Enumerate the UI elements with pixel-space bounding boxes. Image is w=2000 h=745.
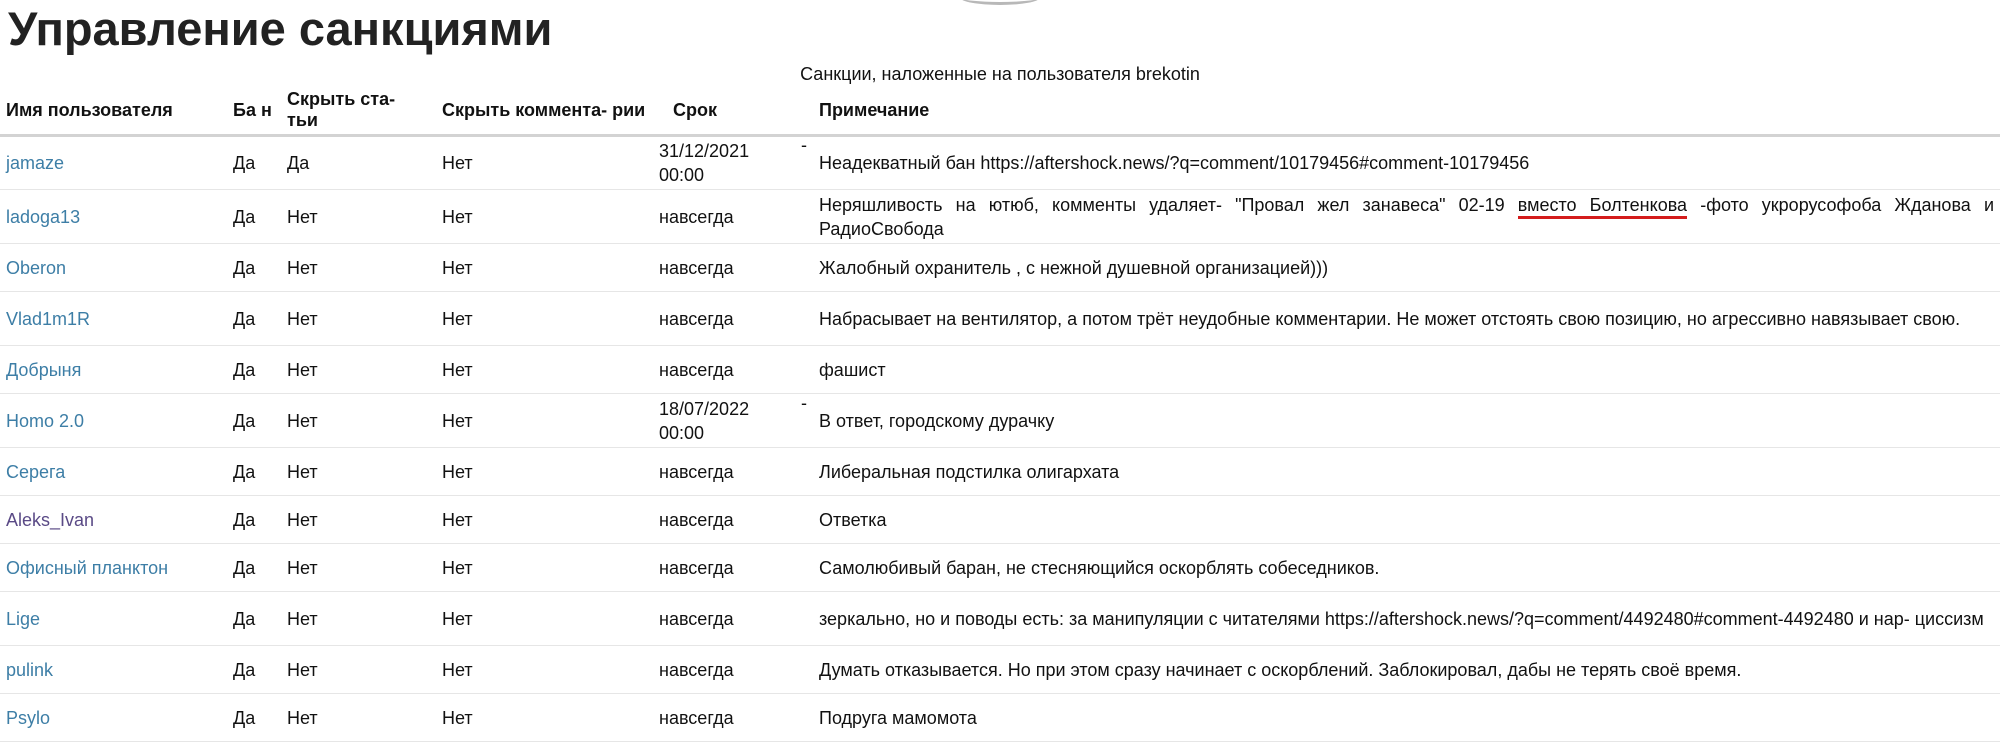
table-row [0, 244, 2000, 292]
table-row [0, 448, 2000, 496]
note-cell: Подруга мамомота [813, 694, 2000, 742]
term-value: навсегда [659, 659, 734, 680]
ban-cell: Да [227, 394, 281, 448]
hide-comments-cell: Нет [436, 694, 653, 742]
hide-articles-cell: Да [281, 136, 436, 190]
note-cell: фашист [813, 346, 2000, 394]
page-title: Управление санкциями [8, 2, 553, 55]
hide-comments-cell: Нет [436, 244, 653, 292]
term-cell [653, 694, 813, 742]
term-cell [653, 646, 813, 694]
user-link[interactable]: Aleks_Ivan [6, 509, 95, 530]
hide-comments-cell: Нет [436, 346, 653, 394]
user-link[interactable]: Oberon [6, 257, 67, 278]
hide-comments-cell: Нет [436, 544, 653, 592]
note-cell: Самолюбивый баран, не стесняющийся оскорблять собеседников. [813, 544, 2000, 592]
note-cell: Ответка [813, 496, 2000, 544]
note-cell [813, 190, 2000, 244]
user-link[interactable]: ladoga13 [6, 206, 81, 227]
note-cell: Набрасывает на вентилятор, а потом трёт неудобные комментарии. Не может отстоять свою позицию, но агрессивно навязывает свою. [813, 292, 2000, 346]
note-cell: Думать отказывается. Но при этом сразу начинает с оскорблений. Заблокировал, дабы не терять своё время. [813, 646, 2000, 694]
header-user: Имя пользователя [0, 86, 227, 136]
table-row [0, 694, 2000, 742]
decorative-arc [960, 0, 1040, 5]
ban-cell: Да [227, 496, 281, 544]
ban-cell: Да [227, 136, 281, 190]
table-row [0, 292, 2000, 346]
user-link[interactable]: Серега [6, 461, 66, 482]
hide-articles-cell: Нет [281, 448, 436, 496]
ban-cell: Да [227, 646, 281, 694]
hide-articles-cell: Нет [281, 244, 436, 292]
user-cell [0, 592, 227, 646]
hide-comments-cell: Нет [436, 496, 653, 544]
user-link[interactable]: pulink [6, 659, 54, 680]
term-dash: - [801, 392, 807, 413]
user-cell [0, 136, 227, 190]
table-row [0, 346, 2000, 394]
term-value: навсегда [659, 707, 734, 728]
note-highlight: вместо Болтенкова [1518, 195, 1687, 219]
user-cell [0, 292, 227, 346]
header-hide-comments: Скрыть коммента- рии [436, 86, 653, 136]
table-row [0, 592, 2000, 646]
hide-articles-cell: Нет [281, 592, 436, 646]
user-cell [0, 394, 227, 448]
ban-cell: Да [227, 544, 281, 592]
term-value: навсегда [659, 461, 734, 482]
note-cell: Жалобный охранитель , с нежной душевной организацией))) [813, 244, 2000, 292]
hide-articles-cell: Нет [281, 292, 436, 346]
user-link[interactable]: Офисный планктон [6, 557, 169, 578]
term-value: навсегда [659, 509, 734, 530]
table-row [0, 496, 2000, 544]
term-cell [653, 244, 813, 292]
term-value: навсегда [659, 557, 734, 578]
header-note: Примечание [813, 86, 2000, 136]
user-cell [0, 244, 227, 292]
term-cell [653, 496, 813, 544]
term-cell [653, 544, 813, 592]
user-cell [0, 346, 227, 394]
header-ban: Ба н [227, 86, 281, 136]
sanctions-table [0, 86, 2000, 742]
term-value: навсегда [659, 359, 734, 380]
hide-articles-cell: Нет [281, 190, 436, 244]
table-row [0, 190, 2000, 244]
user-link[interactable]: Psylo [6, 707, 51, 728]
table-row [0, 646, 2000, 694]
ban-cell: Да [227, 448, 281, 496]
note-text: -фото укрорусофоба Жданова и РадиоСвобода [819, 194, 1994, 239]
note-cell: В ответ, городскому дурачку [813, 394, 2000, 448]
ban-cell: Да [227, 592, 281, 646]
hide-articles-cell: Нет [281, 694, 436, 742]
term-dash: - [801, 135, 807, 155]
user-link[interactable]: Lige [6, 608, 41, 629]
table-body [0, 136, 2000, 742]
hide-comments-cell: Нет [436, 292, 653, 346]
hide-comments-cell: Нет [436, 448, 653, 496]
term-value: навсегда [659, 608, 734, 629]
term-cell [653, 190, 813, 244]
user-link[interactable]: jamaze [6, 153, 65, 173]
table-row [0, 394, 2000, 448]
user-link[interactable]: Vlad1m1R [6, 308, 91, 329]
user-link[interactable]: Homo 2.0 [6, 410, 85, 431]
term-cell [653, 346, 813, 394]
term-cell [653, 592, 813, 646]
user-cell [0, 646, 227, 694]
term-value: 31/12/2021 00:00 [659, 141, 750, 185]
hide-comments-cell: Нет [436, 190, 653, 244]
user-link[interactable]: Добрыня [6, 359, 82, 380]
hide-comments-cell: Нет [436, 646, 653, 694]
header-hide-articles: Скрыть ста- тьи [281, 86, 436, 136]
table-row [0, 136, 2000, 190]
ban-cell: Да [227, 694, 281, 742]
hide-comments-cell: Нет [436, 394, 653, 448]
term-cell [653, 448, 813, 496]
table-row [0, 544, 2000, 592]
note-cell: Либеральная подстилка олигархата [813, 448, 2000, 496]
term-value: навсегда [659, 257, 734, 278]
user-cell [0, 694, 227, 742]
ban-cell: Да [227, 190, 281, 244]
hide-articles-cell: Нет [281, 346, 436, 394]
term-cell [653, 136, 813, 190]
hide-comments-cell: Нет [436, 136, 653, 190]
header-term: Срок [653, 86, 813, 136]
table-header-row [0, 86, 2000, 136]
term-value: навсегда [659, 308, 734, 329]
note-cell: Неадекватный бан https://aftershock.news/?q=comment/10179456#comment-10179456 [813, 136, 2000, 190]
hide-comments-cell: Нет [436, 592, 653, 646]
hide-articles-cell: Нет [281, 496, 436, 544]
ban-cell: Да [227, 292, 281, 346]
ban-cell: Да [227, 244, 281, 292]
user-cell [0, 190, 227, 244]
hide-articles-cell: Нет [281, 544, 436, 592]
user-cell [0, 496, 227, 544]
term-cell [653, 394, 813, 448]
note-cell: зеркально, но и поводы есть: за манипуляции с читателями https://aftershock.news/?q=comment/4492480#comment-4492480 и нар- циссизм [813, 592, 2000, 646]
hide-articles-cell: Нет [281, 646, 436, 694]
table-caption: Санкции, наложенные на пользователя brekotin [800, 64, 1200, 84]
note-text: Неряшливость на ютюб, комменты удаляет- "Провал жел занавеса" 02-19 [819, 194, 1518, 215]
user-cell [0, 544, 227, 592]
term-cell [653, 292, 813, 346]
hide-articles-cell: Нет [281, 394, 436, 448]
user-cell [0, 448, 227, 496]
term-value: навсегда [659, 206, 734, 227]
term-value: 18/07/2022 00:00 [659, 398, 750, 443]
ban-cell: Да [227, 346, 281, 394]
